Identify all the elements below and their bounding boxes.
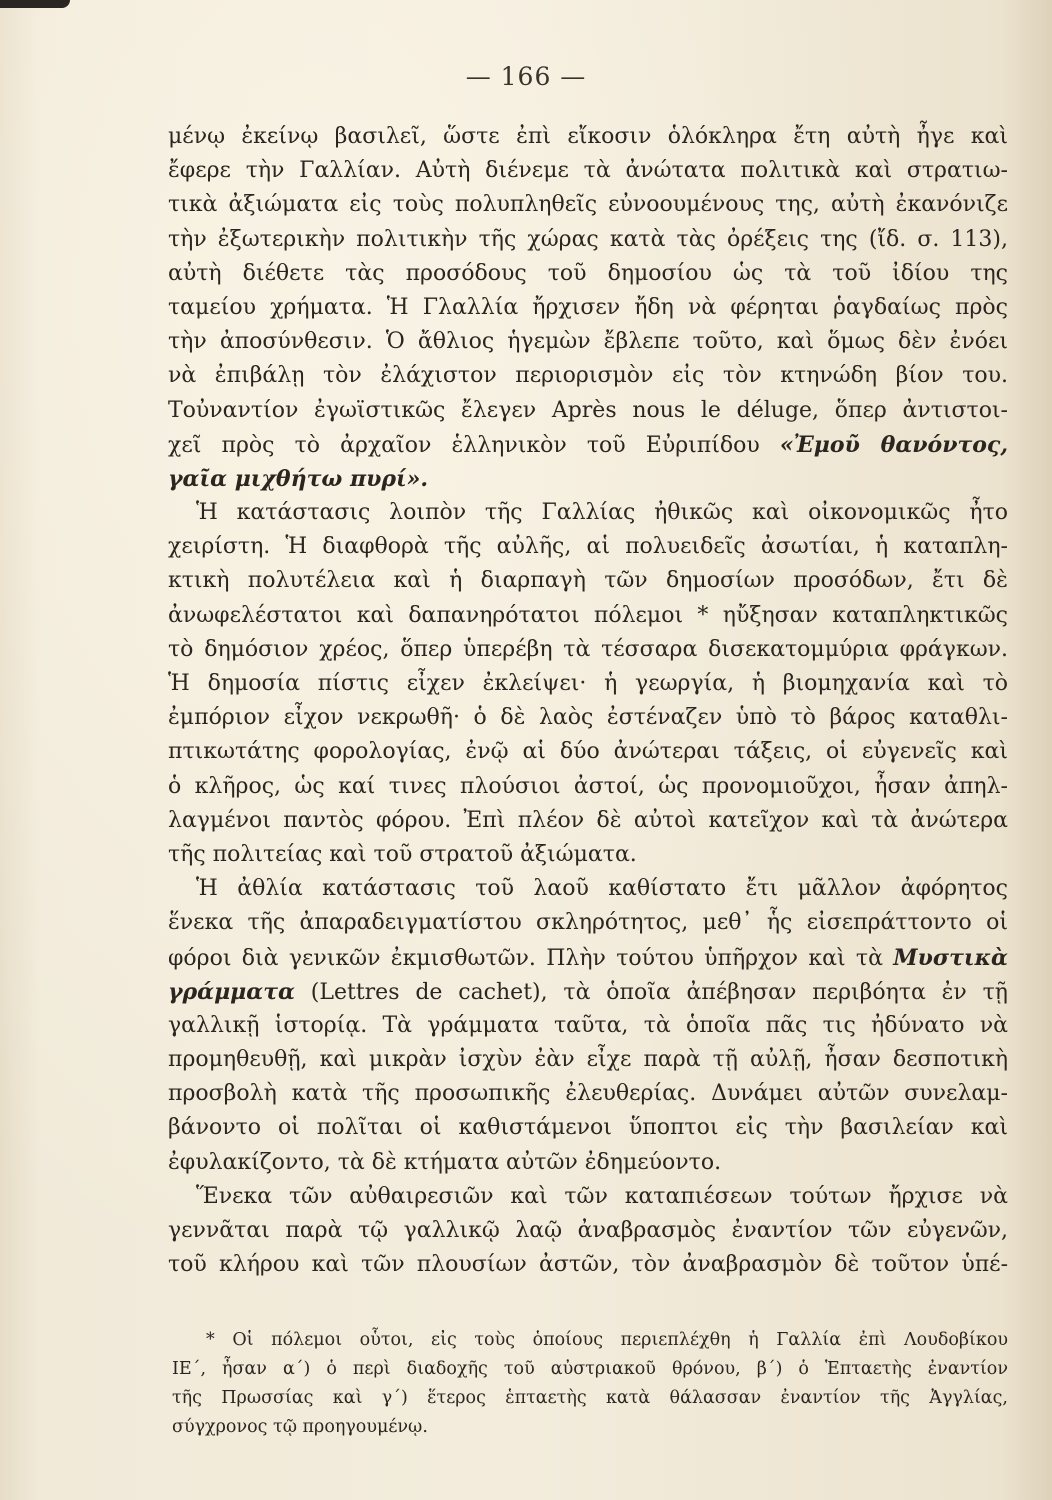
- term-grammata: γράμματα: [168, 978, 295, 1005]
- text-line: πτικωτάτης φορολογίας, ἐνῷ αἱ δύο ἀνώτεραι τάξεις, οἱ εὐγενεῖς καὶ: [168, 739, 1008, 765]
- text-line: Ἡ δημοσία πίστις εἶχεν ἐκλείψει· ἡ γεωργία, ἡ βιομηχανία καὶ τὸ: [168, 671, 1008, 696]
- text-line-with-quote: [168, 428, 1008, 462]
- paragraph-start: Ἕνεκα τῶν αὐθαιρεσιῶν καὶ τῶν καταπιέσεων τούτων ἤρχισε νὰ: [196, 1183, 1008, 1209]
- text-line: τὴν ἐξωτερικὴν πολιτικὴν τῆς χώρας κατὰ τὰς ὀρέξεις της (ἴδ. σ. 113),: [168, 226, 1008, 252]
- text-line: προσβολὴ κατὰ τῆς προσωπικῆς ἐλευθερίας. Δυνάμει αὐτῶν συνελαμ-: [168, 1081, 1008, 1107]
- body-text: [168, 120, 1008, 1282]
- footnote-line: * Οἱ πόλεμοι οὗτοι, εἰς τοὺς ὁποίους περιεπλέχθη ἡ Γαλλία ἐπὶ Λουδοβίκου: [206, 1330, 1008, 1350]
- paragraph-end: τῆς πολιτείας καὶ τοῦ στρατοῦ ἀξιώματα.: [168, 841, 637, 867]
- paragraph-start: Ἡ ἀθλία κατάστασις τοῦ λαοῦ καθίστατο ἔτι μᾶλλον ἀφόρητος: [196, 876, 1008, 902]
- text-line: γαλλικῇ ἱστορίᾳ. Τὰ γράμματα ταῦτα, τὰ ὁποῖα πᾶς τις ἠδύνατο νὰ: [168, 1012, 1008, 1038]
- text-segment: (Lettres de cachet), τὰ ὁποῖα ἀπέβησαν περιβόητα ἐν τῇ: [294, 979, 1008, 1005]
- text-line: προμηθευθῇ, καὶ μικρὰν ἰσχὺν ἐὰν εἶχε παρὰ τῇ αὐλῇ, ἦσαν δεσποτικὴ: [168, 1047, 1008, 1073]
- text-line: τικὰ ἀξιώματα εἰς τοὺς πολυπληθεῖς εὐνοουμένους της, αὐτὴ ἐκανόνιζε: [168, 192, 1008, 218]
- text-line-quote-end: [168, 462, 1008, 496]
- text-line: κτικὴ πολυτέλεια καὶ ἡ διαρπαγὴ τῶν δημοσίων προσόδων, ἔτι δὲ: [168, 568, 1008, 594]
- footnote-line: τῆς Πρωσσίας καὶ γ΄) ἕτερος ἑπταετὴς κατὰ θάλασσαν ἐναντίον τῆς Ἀγγλίας,: [172, 1388, 1008, 1408]
- text-line: τοῦ κλήρου καὶ τῶν πλουσίων ἀστῶν, τὸν ἀναβρασμὸν δὲ τοῦτον ὑπέ-: [168, 1252, 1008, 1278]
- text-line: αὐτὴ διέθετε τὰς προσόδους τοῦ δημοσίου ὡς τὰ τοῦ ἰδίου της: [168, 260, 1008, 286]
- text-line: ἐμπόριον εἶχον νεκρωθῆ· ὁ δὲ λαὸς ἐστέναζεν ὑπὸ τὸ βάρος καταθλι-: [168, 705, 1008, 731]
- page-corner-mark: [0, 0, 70, 8]
- paragraph-start: Ἡ κατάστασις λοιπὸν τῆς Γαλλίας ἠθικῶς καὶ οἰκονομικῶς ἦτο: [196, 500, 1008, 526]
- text-line: τὸ δημόσιον χρέος, ὅπερ ὑπερέβη τὰ τέσσαρα δισεκατομμύρια φράγκων.: [168, 636, 1008, 662]
- text-line-with-term: [168, 941, 1008, 975]
- text-line: χειρίστη. Ἡ διαφθορὰ τῆς αὐλῆς, αἱ πολυειδεῖς ἀσωτίαι, ἡ καταπλη-: [168, 534, 1008, 560]
- text-line: ὁ κλῆρος, ὡς καί τινες πλούσιοι ἀστοί, ὡς προνομιοῦχοι, ἦσαν ἀπηλ-: [168, 773, 1008, 799]
- text-line: ἔφερε τὴν Γαλλίαν. Αὐτὴ διένεμε τὰ ἀνώτατα πολιτικὰ καὶ στρατιω-: [168, 158, 1008, 184]
- text-line: μένῳ ἐκείνῳ βασιλεῖ, ὥστε ἐπὶ εἴκοσιν ὁλόκληρα ἔτη αὐτὴ ἦγε καὶ: [168, 124, 1008, 149]
- text-line: βάνοντο οἱ πολῖται οἱ καθιστάμενοι ὕποπτοι εἰς τὴν βασιλείαν καὶ: [168, 1115, 1008, 1141]
- text-line: ταμείου χρήματα. Ἡ Γλαλλία ἤρχισεν ἤδη νὰ φέρηται ῥαγδαίως πρὸς: [168, 294, 1008, 320]
- text-line: τὴν ἀποσύνθεσιν. Ὁ ἄθλιος ἡγεμὼν ἔβλεπε τοῦτο, καὶ ὅμως δὲν ἐνόει: [168, 329, 1008, 355]
- page-number: — 166 —: [465, 62, 587, 91]
- text-segment: φόροι διὰ γενικῶν ἐκμισθωτῶν. Πλὴν τούτου ὑπῆρχον καὶ τὰ: [168, 945, 894, 971]
- text-segment: χεῖ πρὸς τὸ ἀρχαῖον ἑλληνικὸν τοῦ Εὐριπίδου: [168, 432, 780, 458]
- text-line: νὰ ἐπιβάλῃ τὸν ἐλάχιστον περιορισμὸν εἰς τὸν κτηνώδη βίον του.: [168, 363, 1008, 389]
- text-line-with-term: [168, 975, 1008, 1009]
- text-line: ἕνεκα τῆς ἀπαραδειγματίστου σκληρότητος, μεθ᾽ ἧς εἰσεπράττοντο οἱ: [168, 910, 1008, 936]
- euripides-quote-end: γαῖα μιχθήτω πυρί».: [168, 465, 429, 492]
- text-line: Τοὐναντίον ἐγωϊστικῶς ἔλεγεν Après nous le déluge, ὅπερ ἀντιστοι-: [168, 397, 1008, 423]
- footnote-line: σύγχρονος τῷ προηγουμένῳ.: [172, 1417, 428, 1437]
- text-line: γεννᾶται παρὰ τῷ γαλλικῷ λαῷ ἀναβρασμὸς ἐναντίον τῶν εὐγενῶν,: [168, 1218, 1008, 1243]
- text-line: ἀνωφελέστατοι καὶ δαπανηρότατοι πόλεμοι * ηὔξησαν καταπληκτικῶς: [168, 602, 1008, 628]
- paragraph-end: ἐφυλακίζοντο, τὰ δὲ κτήματα αὐτῶν ἐδημεύοντο.: [168, 1149, 722, 1175]
- footnote: [172, 1326, 1008, 1442]
- term-mystika: Μυστικὰ: [893, 944, 1008, 971]
- text-line: λαγμένοι παντὸς φόρου. Ἐπὶ πλέον δὲ αὐτοὶ κατεῖχον καὶ τὰ ἀνώτερα: [168, 807, 1008, 833]
- footnote-line: ΙΕ΄, ἦσαν α΄) ὁ περὶ διαδοχῆς τοῦ αὐστριακοῦ θρόνου, β΄) ὁ Ἑπταετὴς ἐναντίον: [172, 1359, 1008, 1379]
- euripides-quote: «Ἐμοῦ θανόντος,: [779, 431, 1008, 458]
